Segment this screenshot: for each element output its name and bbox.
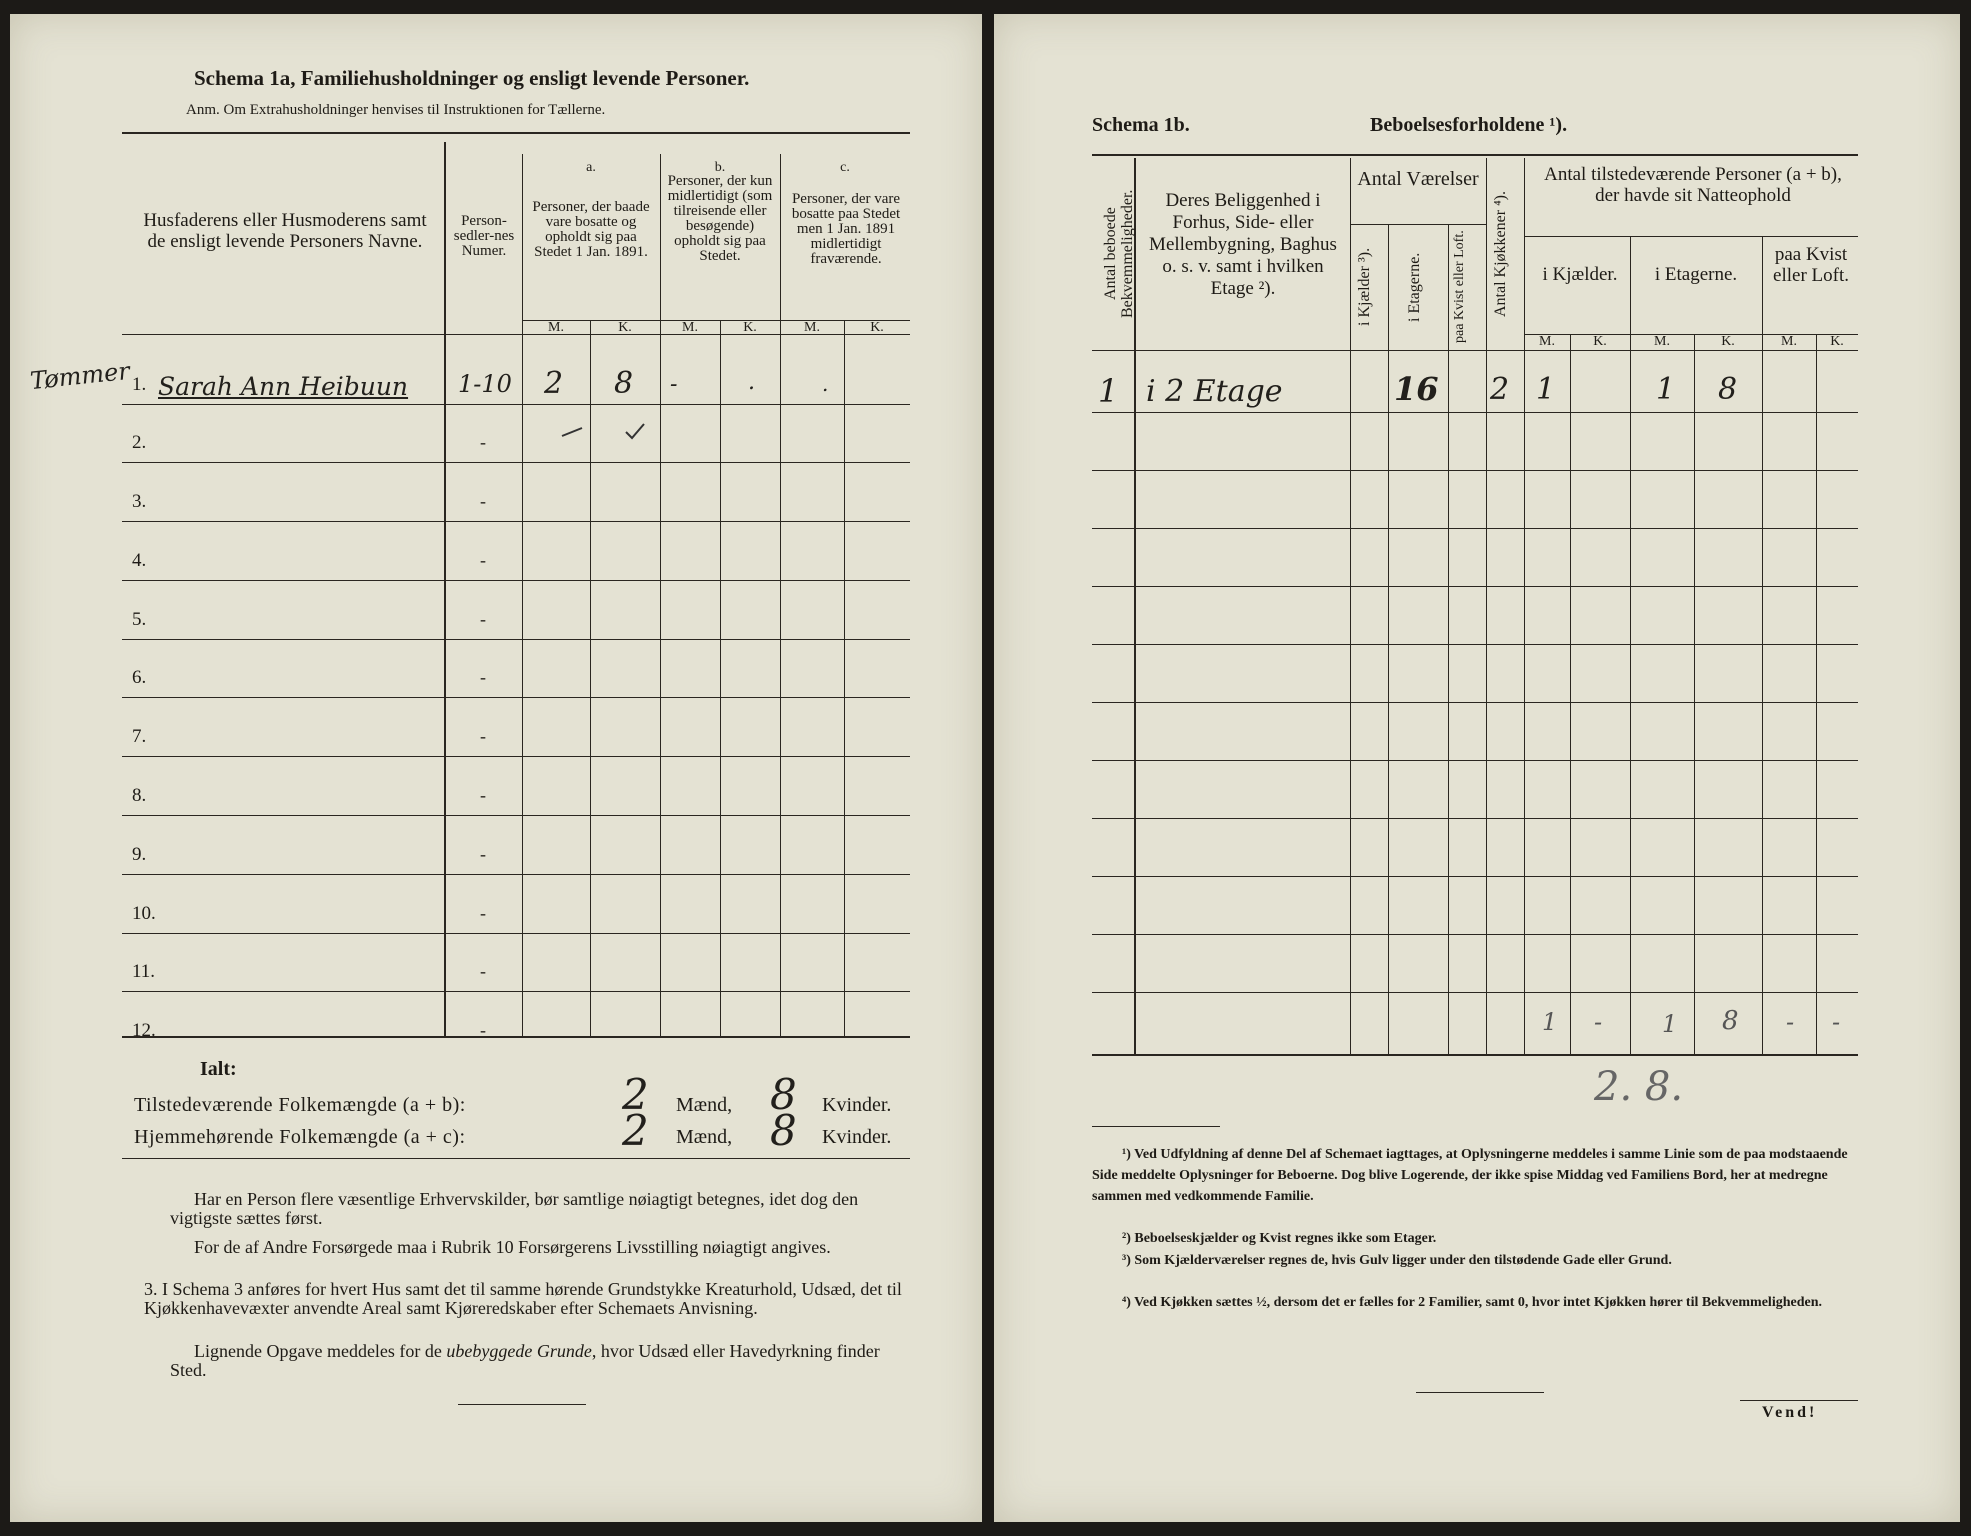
b-m-value: - (670, 372, 678, 397)
col-rule-b (780, 154, 781, 1036)
summary-rule (122, 1158, 910, 1159)
vaer-subrule (1350, 224, 1486, 225)
header-bottom-rule (1092, 350, 1858, 351)
personsedler-value: - (480, 491, 486, 511)
sum-et-m: 1 (1662, 1010, 1678, 1038)
row-rule (1092, 702, 1858, 703)
footnote-4: ⁴) Ved Kjøkken sættes ½, dersom det er fælles for 2 Familier, samt 0, hvor intet Kjøkken hører til Bekvemmeligheden. (1122, 1295, 1822, 1310)
personsedler-value: - (480, 726, 486, 746)
sub-a-m: M. (548, 320, 564, 335)
row-rule (1092, 876, 1858, 877)
sum-kv-m: - (1786, 1008, 1795, 1036)
footnote-rule (1092, 1126, 1220, 1127)
col-rule (1694, 334, 1695, 1054)
personsedler-value: - (480, 432, 486, 452)
row-rule (122, 580, 910, 581)
table-bottom-rule (122, 1036, 910, 1038)
vend-label: Vend! (1762, 1404, 1818, 1421)
margin-note: Tømmer (28, 356, 131, 396)
schema-1b-title: Schema 1b. (1092, 114, 1190, 136)
row-rule (1092, 644, 1858, 645)
personsedler-value: 1-10 (458, 370, 512, 398)
col-rule (1630, 236, 1631, 1054)
anm-note: Anm. Om Extrahusholdninger henvises til Instruktionen for Tællerne. (186, 102, 606, 118)
col-rule (1388, 224, 1389, 1054)
bekv-value: 1 (1098, 372, 1119, 410)
col-a-letter: a. (586, 160, 596, 175)
belig-value: i 2 Etage (1146, 374, 1283, 409)
maend-label: Mænd, (676, 1094, 733, 1116)
personsedler-value: - (480, 785, 486, 805)
personsedler-value: - (480, 550, 486, 570)
col-rule (1448, 224, 1449, 1054)
kvinder-label: Kvinder. (822, 1126, 892, 1148)
right-page (994, 14, 1960, 1522)
row-rule (122, 874, 910, 875)
col-rule-a (660, 154, 661, 1036)
instruction-1: Har en Person flere væsentlige Erhvervskilder, bør samtlige nøiagtigt betegnes, idet dog den vigtigste sættes først. (170, 1189, 859, 1228)
col-i-etagerne-header: i Etagerne. (1654, 264, 1738, 285)
end-rule (458, 1404, 586, 1405)
col-c-text: Personer, der vare bosatte paa Stedet men 1 Jan. 1891 midlertidigt fraværende. (791, 191, 901, 267)
a-m-value: 2 (544, 366, 564, 401)
row-rule (1092, 586, 1858, 587)
householder-name: Sarah Ann Heibuun (158, 372, 409, 401)
sum-kj-k: - (1594, 1008, 1603, 1036)
col-rule-c-mk (844, 320, 845, 1036)
personsedler-value: - (480, 609, 486, 629)
b-k-value: . (748, 370, 755, 395)
sub-k: K. (1721, 334, 1735, 349)
tilstede-mand-value: 2 (622, 1070, 649, 1119)
footnote-2: ²) Beboelseskjælder og Kvist regnes ikke som Etager. (1122, 1231, 1437, 1246)
row-rule (122, 933, 910, 934)
col-c-letter: c. (840, 160, 850, 175)
row-number: 7. (132, 726, 147, 747)
personsedler-value: - (480, 1020, 486, 1040)
row-number: 10. (132, 903, 156, 924)
col-rule-personsedler (522, 154, 523, 1036)
footnote-3: ³) Som Kjælderværelser regnes de, hvis Gulv ligger under den tilstødende Gade eller Grund. (1122, 1253, 1672, 1268)
row-rule (1092, 760, 1858, 761)
tilstede-subrule (1524, 236, 1858, 237)
col-bekv-header: Antal beboede Bekvemmeligheder. (1102, 189, 1136, 319)
personsedler-value: - (480, 844, 486, 864)
col-b-text: Personer, der kun midlertidigt (som tilreisende eller besøgende) opholdt sig paa Stedet. (667, 173, 773, 264)
sub-b-k: K. (743, 320, 757, 335)
et-m-value: 1 (1656, 372, 1676, 407)
sum-et-k: 8 (1722, 1006, 1739, 1036)
col-b-letter: b. (714, 160, 726, 175)
row-number: 4. (132, 550, 147, 571)
row-rule (122, 756, 910, 757)
sub-m: M. (1539, 334, 1555, 349)
left-page (10, 14, 982, 1522)
check-marks (556, 414, 656, 444)
col-rule (1524, 158, 1525, 1054)
et-k-value: 8 (1718, 372, 1738, 407)
col-vaer-header: Antal Værelser (1357, 168, 1479, 190)
table-top-rule (122, 132, 910, 134)
personsedler-value: - (480, 961, 486, 981)
sum-kj-m: 1 (1542, 1008, 1558, 1036)
etagerne-value: 16 (1394, 370, 1439, 408)
col-rule (1816, 334, 1817, 1054)
personsedler-value: - (480, 667, 486, 687)
row-number: 9. (132, 844, 147, 865)
col-belig-header: Deres Beliggenhed i Forhus, Side- eller Mellembygning, Baghus o. s. v. samt i hvilken Etage ²). (1149, 190, 1337, 299)
row-rule (1092, 470, 1858, 471)
footnote-1: ¹) Ved Udfyldning af denne Del af Schemaet iagttages, at Oplysningerne meddeles i samme Linie som de paa modstaaende Side meddelte Oplysninger for Beboerne. Dog blive Logerende, der ikke spise Middag ved Familiens Bord, her at medregne sammen med vedkommende Familie. (1092, 1147, 1848, 1204)
row-rule (122, 639, 910, 640)
row-number: 2. (132, 432, 147, 453)
row-number: 6. (132, 667, 147, 688)
row-number: 11. (132, 961, 156, 982)
sub-c-m: M. (804, 320, 820, 335)
col-rule (1486, 158, 1487, 1054)
sub-m: M. (1781, 334, 1797, 349)
personsedler-value: - (480, 903, 486, 923)
sub-a-k: K. (618, 320, 632, 335)
tilstede-label: Tilstedeværende Folkemængde (a + b): (134, 1094, 466, 1116)
instruction-2: For de af Andre Forsørgede maa i Rubrik 10 Forsørgerens Livsstilling nøiagtigt angives. (194, 1237, 831, 1257)
col-rule (1762, 236, 1763, 1054)
col-a-text: Personer, der baade vare bosatte og opholdt sig paa Stedet 1 Jan. 1891. (532, 199, 650, 260)
row-rule (1092, 934, 1858, 935)
col-kjokken-header: Antal Kjøkkener ⁴). (1492, 191, 1509, 317)
hjemme-mand-value: 2 (622, 1106, 649, 1155)
col-names-header: Husfaderens eller Husmoderens samt de ensligt levende Personers Navne. (143, 210, 427, 252)
ialt-label: Ialt: (200, 1058, 237, 1080)
instruction-3: 3. I Schema 3 anføres for hvert Hus samt det til samme hørende Grundstykke Kreaturhold, Udsæd, det til Kjøkkenhavevæxter anvendte Areal samt Kjøreredskaber efter Schemaets Anvisning. (144, 1279, 902, 1318)
row-rule (122, 404, 910, 405)
sub-c-k: K. (870, 320, 884, 335)
row-rule (1092, 528, 1858, 529)
table-top-rule (1092, 154, 1858, 156)
hjemme-kvinder-value: 8 (770, 1106, 797, 1155)
col-rule (1570, 334, 1571, 1054)
schema-1b-title2: Beboelsesforholdene ¹). (1370, 114, 1568, 136)
sub-b-m: M. (682, 320, 698, 335)
col-tilstede-header: Antal tilstedeværende Personer (a + b), der havde sit Natteophold (1544, 164, 1842, 206)
sub-k: K. (1593, 334, 1607, 349)
maend-label: Mænd, (676, 1126, 733, 1148)
col-rule-names (444, 142, 446, 1036)
col-etagerne-header: i Etagerne. (1406, 252, 1423, 322)
kvinder-label: Kvinder. (822, 1094, 892, 1116)
col-paa-kvist-header: paa Kvist eller Loft. (1773, 244, 1849, 286)
schema-1a-title: Schema 1a, Familiehusholdninger og ensligt levende Personer. (194, 66, 750, 90)
tilstede-kvinder-value: 8 (770, 1070, 797, 1119)
table-bottom-rule (1092, 1054, 1858, 1056)
row-rule (122, 991, 910, 992)
vend-rule (1740, 1400, 1858, 1401)
sub-m: M. (1654, 334, 1670, 349)
sum-kv-k: - (1832, 1008, 1841, 1036)
row-number: 5. (132, 609, 147, 630)
kj-m-value: 1 (1536, 372, 1556, 407)
col-rule-b-mk (720, 320, 721, 1036)
kjokken-value: 2 (1490, 372, 1510, 407)
row-rule (1092, 412, 1858, 413)
row-rule (1092, 992, 1858, 993)
col-kjaelder-header: i Kjælder ³). (1356, 247, 1373, 327)
col-rule (1350, 158, 1351, 1054)
col-kvist-header: paa Kvist eller Loft. (1452, 230, 1467, 344)
col-i-kjaelder-header: i Kjælder. (1542, 264, 1618, 285)
a-k-value: 8 (614, 366, 634, 401)
row-number: 12. (132, 1020, 156, 1041)
row-rule (122, 815, 910, 816)
row-rule (122, 462, 910, 463)
row-rule (122, 697, 910, 698)
instruction-4: Lignende Opgave meddeles for de ubebyggede Grunde, hvor Udsæd eller Havedyrkning finder Sted. (170, 1341, 880, 1380)
row-number: 1. (132, 374, 147, 395)
total-below: 2. 8. (1594, 1064, 1684, 1110)
row-number: 3. (132, 491, 147, 512)
col-personsedler-header: Person-sedler-nes Numer. (453, 213, 515, 259)
sub-k: K. (1830, 334, 1844, 349)
row-rule (122, 521, 910, 522)
row-number: 8. (132, 785, 147, 806)
c-m-value: . (822, 372, 829, 396)
hjemme-label: Hjemmehørende Folkemængde (a + c): (134, 1126, 466, 1148)
end-rule (1416, 1392, 1544, 1393)
row-rule (1092, 818, 1858, 819)
